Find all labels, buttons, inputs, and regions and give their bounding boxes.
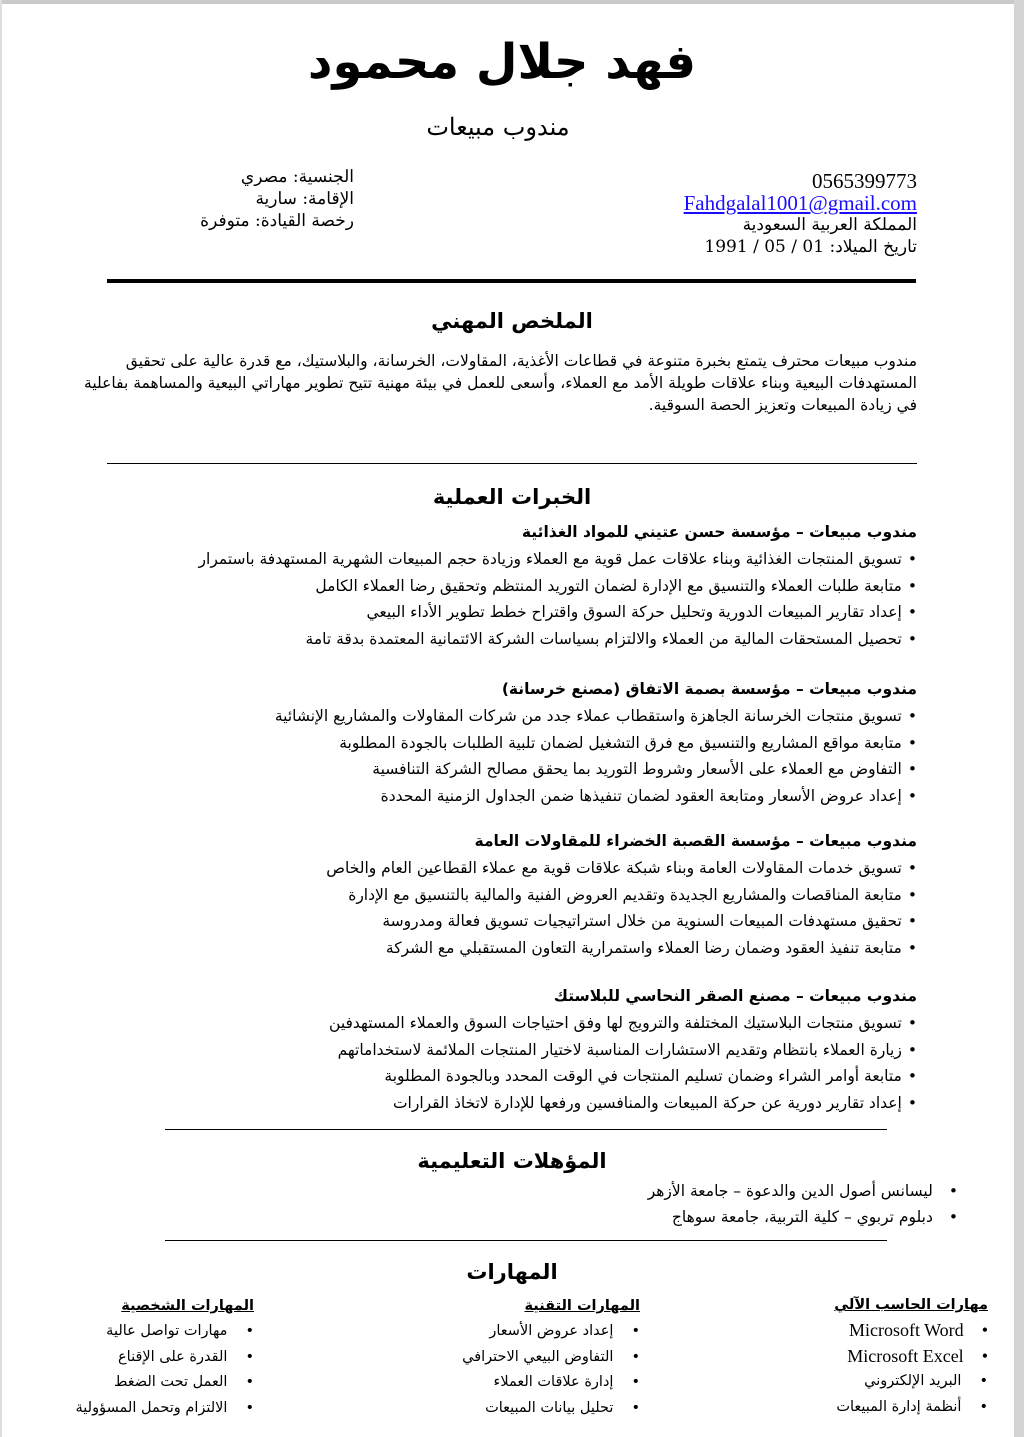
job-heading: مندوب مبيعات – مؤسسة القصبة الخضراء للمقاولات العامة bbox=[474, 832, 917, 850]
job-entry-3 bbox=[57, 829, 917, 961]
section-divider bbox=[165, 1240, 887, 1241]
contact-block bbox=[684, 170, 917, 258]
skill-item: • الالتزام وتحمل المسؤولية bbox=[76, 1395, 254, 1421]
skill-item: • التفاوض البيعي الاحترافي bbox=[462, 1344, 640, 1370]
job-bullet: • تسويق منتجات البلاستيك المختلفة والترويج لها وفق احتياجات السوق والعملاء المستهدفين bbox=[57, 1010, 917, 1037]
job-bullet: • إعداد تقارير دورية عن حركة المبيعات والمنافسين ورفعها للإدارة لاتخاذ القرارات bbox=[57, 1090, 917, 1117]
license-text: رخصة القيادة: متوفرة bbox=[200, 211, 354, 231]
skill-item: • مهارات تواصل عالية bbox=[76, 1318, 254, 1344]
job-bullet: • تسويق خدمات المقاولات العامة وبناء شبكة علاقات قوية مع عملاء القطاعين العام والخاص bbox=[57, 855, 917, 882]
experience-title: الخبرات العملية bbox=[432, 485, 592, 509]
job-entry-2 bbox=[57, 677, 917, 809]
section-divider bbox=[107, 463, 917, 464]
skill-item: • العمل تحت الضغط bbox=[76, 1369, 254, 1395]
skill-item: • إعداد عروض الأسعار bbox=[462, 1318, 640, 1344]
job-heading: مندوب مبيعات – مؤسسة بصمة الاتفاق (مصنع خرسانة) bbox=[501, 680, 917, 698]
job-bullet: • متابعة مواقع المشاريع والتنسيق مع فرق التشغيل لضمان تلبية الطلبات بالجودة المطلوبة bbox=[57, 730, 917, 757]
summary-text: مندوب مبيعات محترف يتمتع بخبرة متنوعة في قطاعات الأغذية، المقاولات، الخرسانة، والبلاستيك، مع قدرة عالية على تحقيق المستهدفات البيعية وبناء علاقات طويلة الأمد مع العملاء، وأسعى للعمل في بيئة مهنية تتيح تطوير مهاراتي البيعية والمساهمة بفاعلية في زيادة المبيعات وتعزيز الحصة السوقية. bbox=[84, 352, 917, 414]
skills-computer-title: مهارات الحاسب الآلي bbox=[834, 1297, 988, 1313]
page-border-left bbox=[0, 0, 2, 1437]
job-heading: مندوب مبيعات – مؤسسة حسن عتيني للمواد الغذائية bbox=[521, 523, 917, 541]
candidate-name: فهد جلال محمود bbox=[307, 34, 697, 90]
birth-date-text: تاريخ الميلاد: 01 / 05 / 1991 bbox=[704, 237, 917, 257]
personal-info-block bbox=[200, 166, 354, 232]
education-list bbox=[648, 1178, 958, 1230]
job-entry-1 bbox=[57, 520, 917, 652]
nationality-text: الجنسية: مصري bbox=[240, 167, 354, 187]
section-divider bbox=[165, 1129, 887, 1130]
summary-title: الملخص المهني bbox=[431, 309, 593, 333]
job-bullet: • إعداد عروض الأسعار ومتابعة العقود لضمان تنفيذها ضمن الجداول الزمنية المحددة bbox=[57, 783, 917, 810]
job-entry-4 bbox=[57, 984, 917, 1116]
skill-item: • البريد الإلكتروني bbox=[834, 1368, 988, 1394]
header-divider bbox=[107, 279, 916, 283]
page-border-top bbox=[0, 0, 1024, 4]
job-heading: مندوب مبيعات – مصنع الصقر النحاسي للبلاستك bbox=[553, 987, 917, 1005]
skill-item: • القدرة على الإقناع bbox=[76, 1344, 254, 1370]
job-bullet: • زيارة العملاء بانتظام وتقديم الاستشارات المناسبة لاختيار المنتجات الملائمة لاستخداماتهم bbox=[57, 1037, 917, 1064]
country-text: المملكة العربية السعودية bbox=[742, 215, 917, 235]
job-bullet: • متابعة طلبات العملاء والتنسيق مع الإدارة لضمان التوريد المنتظم وتحقيق رضا العملاء الكامل bbox=[57, 573, 917, 600]
skills-personal-title: المهارات الشخصية bbox=[121, 1298, 254, 1314]
skill-item: • إدارة علاقات العملاء bbox=[462, 1369, 640, 1395]
skills-technical-column bbox=[462, 1294, 640, 1420]
phone-number[interactable]: 0565399773 bbox=[812, 169, 917, 193]
job-bullet: • تحقيق مستهدفات المبيعات السنوية من خلال استراتيجيات تسويق فعالة ومدروسة bbox=[57, 908, 917, 935]
job-bullet: • تسويق المنتجات الغذائية وبناء علاقات عمل قوية مع العملاء وزيادة حجم المبيعات الشهرية المستهدفة باستمرار bbox=[57, 546, 917, 573]
job-bullet: • تحصيل المستحقات المالية من العملاء والالتزام بسياسات الشركة الائتمانية المعتمدة بدقة تامة bbox=[57, 626, 917, 653]
skill-item: • Microsoft Excel bbox=[834, 1343, 988, 1369]
skills-technical-title: المهارات التقنية bbox=[524, 1298, 640, 1314]
residence-text: الإقامة: سارية bbox=[255, 189, 354, 209]
job-bullet: • التفاوض مع العملاء على الأسعار وشروط التوريد بما يحقق مصالح الشركة التنافسية bbox=[57, 756, 917, 783]
job-bullet: • إعداد تقارير المبيعات الدورية وتحليل حركة السوق واقتراح خطط تطوير الأداء البيعي bbox=[57, 599, 917, 626]
page-border-right bbox=[1014, 0, 1024, 1437]
job-bullet: • متابعة المناقصات والمشاريع الجديدة وتقديم العروض الفنية والمالية بالتنسيق مع الإدارة bbox=[57, 882, 917, 909]
education-item: • دبلوم تربوي – كلية التربية، جامعة سوهاج bbox=[648, 1204, 958, 1230]
skills-personal-column bbox=[76, 1294, 254, 1420]
job-bullet: • تسويق منتجات الخرسانة الجاهزة واستقطاب عملاء جدد من شركات المقاولات والمشاريع الإنشائية bbox=[57, 703, 917, 730]
skill-item: • تحليل بيانات المبيعات bbox=[462, 1395, 640, 1421]
email-link[interactable]: Fahdgalal1001@gmail.com bbox=[683, 191, 917, 215]
skills-title: المهارات bbox=[466, 1260, 558, 1284]
job-bullet: • متابعة أوامر الشراء وضمان تسليم المنتجات في الوقت المحدد وبالجودة المطلوبة bbox=[57, 1063, 917, 1090]
education-item: • ليسانس أصول الدين والدعوة – جامعة الأزهر bbox=[648, 1178, 958, 1204]
skill-item: • أنظمة إدارة المبيعات bbox=[834, 1394, 988, 1420]
job-bullet: • متابعة تنفيذ العقود وضمان رضا العملاء واستمرارية التعاون المستقبلي مع الشركة bbox=[57, 935, 917, 962]
education-title: المؤهلات التعليمية bbox=[417, 1149, 607, 1173]
skill-item: • Microsoft Word bbox=[834, 1317, 988, 1343]
candidate-job-title: مندوب مبيعات bbox=[426, 113, 570, 141]
skills-computer-column bbox=[834, 1293, 988, 1419]
